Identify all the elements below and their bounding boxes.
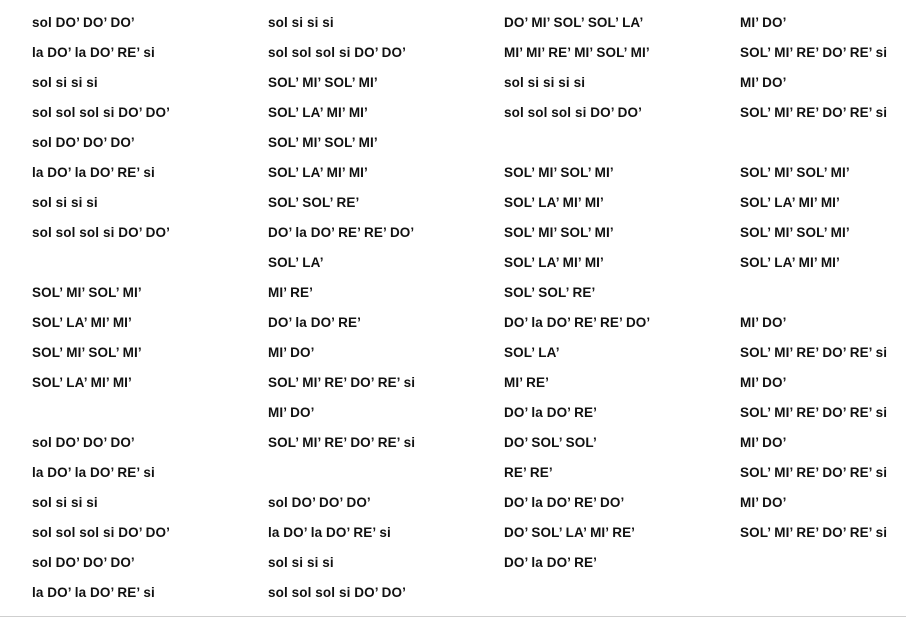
notation-line: sol sol sol si DO’ DO’: [268, 585, 406, 600]
notation-line: SOL’ LA’ MI’ MI’: [268, 105, 368, 120]
notation-line: DO’ SOL’ LA’ MI’ RE’: [504, 525, 636, 540]
notation-line: SOL’ MI’ RE’ DO’ RE’ si: [740, 405, 888, 420]
column-2: [268, 8, 504, 608]
blank-line: [32, 398, 268, 428]
notation-line: SOL’ MI’ SOL’ MI’: [268, 135, 378, 150]
notation-line: SOL’ LA’ MI’ MI’: [504, 255, 604, 270]
blank-line: [740, 128, 906, 158]
notation-line: SOL’ LA’: [268, 255, 324, 270]
notation-line: RE’ RE’: [504, 465, 553, 480]
notation-line: sol sol sol si DO’ DO’: [32, 225, 170, 240]
notation-line: SOL’ MI’ RE’ DO’ RE’ si: [740, 465, 888, 480]
notation-line: la DO’ la DO’ RE’ si: [32, 45, 155, 60]
notation-columns: [32, 8, 902, 608]
notation-line: SOL’ SOL’ RE’: [504, 285, 596, 300]
blank-line: [32, 248, 268, 278]
notation-line: SOL’ MI’ RE’ DO’ RE’ si: [268, 375, 416, 390]
notation-line: MI’ DO’: [268, 345, 315, 360]
notation-line: SOL’ MI’ SOL’ MI’: [504, 165, 614, 180]
notation-line: SOL’ MI’ SOL’ MI’: [740, 165, 850, 180]
notation-line: la DO’ la DO’ RE’ si: [32, 465, 155, 480]
notation-line: MI’ DO’: [740, 375, 787, 390]
notation-line: SOL’ LA’ MI’ MI’: [504, 195, 604, 210]
bottom-divider: [0, 616, 906, 617]
notation-line: SOL’ LA’ MI’ MI’: [740, 255, 840, 270]
notation-line: MI’ MI’ RE’ MI’ SOL’ MI’: [504, 45, 650, 60]
notation-line: DO’ la DO’ RE’ DO’: [504, 495, 625, 510]
notation-line: sol sol sol si DO’ DO’: [32, 525, 170, 540]
notation-line: SOL’ MI’ RE’ DO’ RE’ si: [740, 345, 888, 360]
notation-line: SOL’ MI’ SOL’ MI’: [32, 285, 142, 300]
column-3: [504, 8, 740, 608]
notation-line: SOL’ MI’ RE’ DO’ RE’ si: [268, 435, 416, 450]
notation-line: SOL’ MI’ RE’ DO’ RE’ si: [740, 45, 888, 60]
notation-line: sol DO’ DO’ DO’: [268, 495, 371, 510]
column-4: [740, 8, 906, 608]
notation-line: SOL’ LA’ MI’ MI’: [32, 375, 132, 390]
notation-line: MI’ DO’: [740, 75, 787, 90]
notation-line: DO’ la DO’ RE’ RE’ DO’: [268, 225, 415, 240]
blank-line: [740, 278, 906, 308]
blank-line: [268, 458, 504, 488]
notation-line: MI’ DO’: [740, 15, 787, 30]
notation-line: sol si si si si: [504, 75, 586, 90]
notation-line: MI’ RE’: [268, 285, 313, 300]
notation-line: la DO’ la DO’ RE’ si: [32, 165, 155, 180]
notation-line: DO’ la DO’ RE’: [504, 405, 597, 420]
notation-line: SOL’ MI’ RE’ DO’ RE’ si: [740, 105, 888, 120]
notation-line: sol DO’ DO’ DO’: [32, 435, 135, 450]
notation-line: SOL’ LA’: [504, 345, 560, 360]
notation-line: MI’ RE’: [504, 375, 549, 390]
notation-line: MI’ DO’: [740, 495, 787, 510]
notation-line: SOL’ MI’ SOL’ MI’: [504, 225, 614, 240]
notation-line: DO’ la DO’ RE’ RE’ DO’: [504, 315, 651, 330]
notation-line: sol si si si: [32, 75, 98, 90]
notation-line: sol si si si: [32, 195, 98, 210]
notation-line: SOL’ SOL’ RE’: [268, 195, 360, 210]
notation-line: sol sol sol si DO’ DO’: [504, 105, 642, 120]
notation-line: sol sol sol si DO’ DO’: [32, 105, 170, 120]
notation-line: DO’ la DO’ RE’: [268, 315, 361, 330]
notation-line: MI’ DO’: [740, 435, 787, 450]
notation-line: DO’ MI’ SOL’ SOL’ LA’: [504, 15, 644, 30]
notation-line: DO’ SOL’ SOL’: [504, 435, 597, 450]
notation-line: MI’ DO’: [268, 405, 315, 420]
notation-line: sol DO’ DO’ DO’: [32, 555, 135, 570]
notation-line: SOL’ MI’ SOL’ MI’: [268, 75, 378, 90]
blank-line: [504, 128, 740, 158]
notation-line: MI’ DO’: [740, 315, 787, 330]
notation-line: SOL’ MI’ SOL’ MI’: [740, 225, 850, 240]
notation-line: SOL’ MI’ SOL’ MI’: [32, 345, 142, 360]
notation-line: DO’ la DO’ RE’: [504, 555, 597, 570]
notation-line: SOL’ LA’ MI’ MI’: [32, 315, 132, 330]
notation-line: sol si si si: [32, 495, 98, 510]
notation-line: sol DO’ DO’ DO’: [32, 135, 135, 150]
notation-line: sol si si si: [268, 15, 334, 30]
notation-line: sol DO’ DO’ DO’: [32, 15, 135, 30]
notation-line: SOL’ LA’ MI’ MI’: [740, 195, 840, 210]
notation-line: SOL’ MI’ RE’ DO’ RE’ si: [740, 525, 888, 540]
notation-line: sol si si si: [268, 555, 334, 570]
notation-line: la DO’ la DO’ RE’ si: [268, 525, 391, 540]
notation-line: sol sol sol si DO’ DO’: [268, 45, 406, 60]
notation-line: la DO’ la DO’ RE’ si: [32, 585, 155, 600]
notation-line: SOL’ LA’ MI’ MI’: [268, 165, 368, 180]
column-1: [32, 8, 268, 608]
